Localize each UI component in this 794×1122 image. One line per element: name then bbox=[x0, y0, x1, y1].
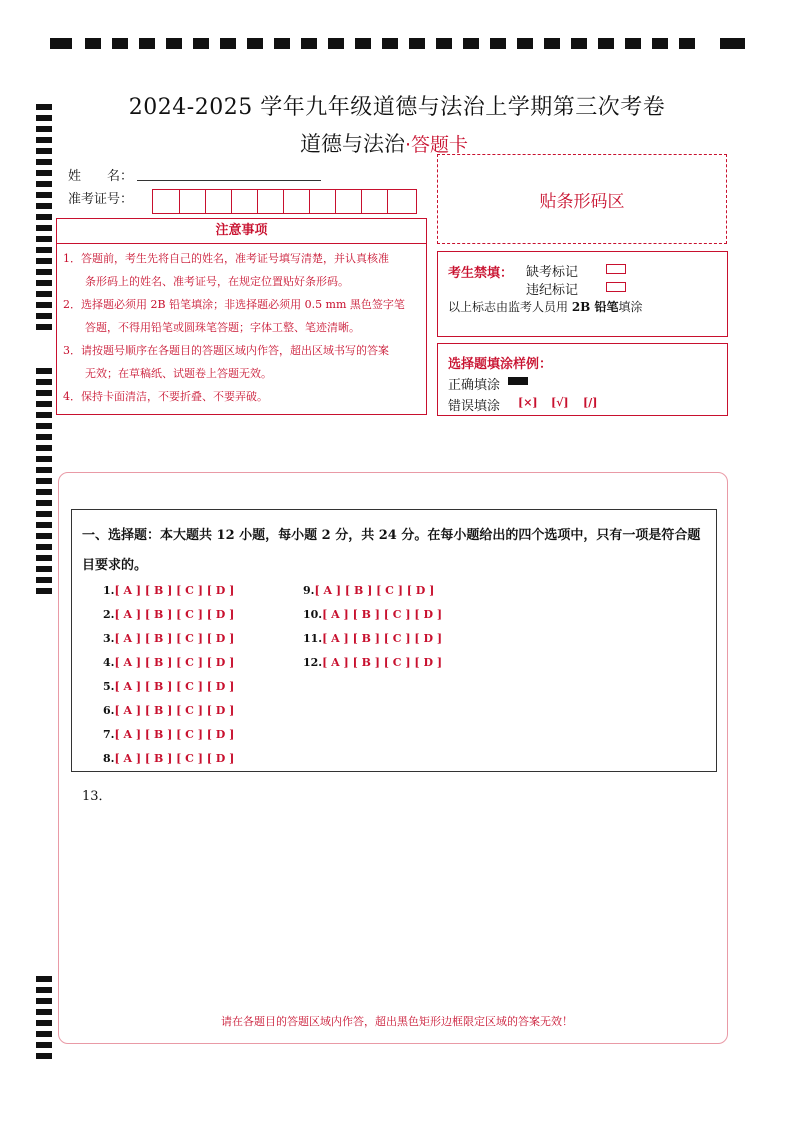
timing-mark bbox=[36, 976, 52, 982]
notice-item: 3．请按题号顺序在各题目的答题区域内作答，超出区域书写的答案 bbox=[63, 344, 389, 357]
question-2[interactable] bbox=[103, 608, 234, 621]
timing-mark bbox=[490, 38, 506, 49]
proctor-note-text: 以上标志由监考人员用 bbox=[448, 300, 572, 314]
timing-mark bbox=[36, 390, 52, 396]
id-cell-divider bbox=[309, 190, 310, 213]
question-number: 10. bbox=[303, 608, 323, 621]
timing-mark bbox=[36, 588, 52, 594]
timing-mark bbox=[598, 38, 614, 49]
timing-mark bbox=[36, 291, 52, 297]
timing-mark bbox=[36, 324, 52, 330]
timing-mark bbox=[220, 38, 236, 49]
timing-mark bbox=[36, 412, 52, 418]
proctor-note bbox=[448, 298, 643, 315]
timing-mark bbox=[36, 280, 52, 286]
question-12[interactable] bbox=[303, 656, 442, 669]
timing-mark bbox=[571, 38, 587, 49]
correct-fill-label: 正确填涂 bbox=[448, 378, 501, 393]
question-8[interactable] bbox=[103, 752, 234, 765]
timing-mark bbox=[720, 38, 745, 49]
violation-mark-box bbox=[606, 282, 626, 292]
timing-mark bbox=[36, 225, 52, 231]
timing-mark bbox=[517, 38, 533, 49]
answer-options[interactable]: [ A ] [ B ] [ C ] [ D ] bbox=[322, 656, 443, 669]
proctor-only-label: 考生禁填： bbox=[448, 266, 514, 281]
timing-mark bbox=[36, 577, 52, 583]
timing-mark bbox=[36, 489, 52, 495]
timing-mark bbox=[36, 500, 52, 506]
timing-mark bbox=[36, 434, 52, 440]
answer-card-label: ·答题卡 bbox=[405, 134, 469, 156]
question-3[interactable] bbox=[103, 632, 234, 645]
notice-item: 1．答题前，考生先将自己的姓名，准考证号填写清楚，并认真核准 bbox=[63, 252, 389, 265]
timing-mark bbox=[36, 159, 52, 165]
timing-mark bbox=[36, 533, 52, 539]
question-number: 5. bbox=[103, 680, 115, 693]
absent-mark-label: 缺考标记 bbox=[526, 265, 579, 280]
name-field[interactable] bbox=[137, 180, 321, 181]
subject-name: 道德与法治 bbox=[300, 132, 405, 156]
id-cell-divider bbox=[257, 190, 258, 213]
id-cell-divider bbox=[283, 190, 284, 213]
wrong-mark-slash: [/] bbox=[583, 396, 598, 409]
barcode-label: 贴条形码区 bbox=[539, 192, 625, 212]
timing-mark bbox=[36, 511, 52, 517]
question-6[interactable] bbox=[103, 704, 234, 717]
timing-mark bbox=[36, 1053, 52, 1059]
notice-box bbox=[56, 218, 427, 415]
timing-mark bbox=[36, 401, 52, 407]
timing-mark bbox=[679, 38, 695, 49]
timing-mark bbox=[193, 38, 209, 49]
timing-mark bbox=[36, 236, 52, 242]
timing-mark bbox=[50, 38, 72, 49]
answer-options[interactable]: [ A ] [ B ] [ C ] [ D ] bbox=[114, 728, 235, 741]
question-number: 11. bbox=[303, 632, 323, 645]
answer-options[interactable]: [ A ] [ B ] [ C ] [ D ] bbox=[114, 752, 235, 765]
question-7[interactable] bbox=[103, 728, 234, 741]
timing-mark bbox=[36, 313, 52, 319]
violation-mark-label: 违纪标记 bbox=[526, 283, 579, 298]
answer-options[interactable]: [ A ] [ B ] [ C ] [ D ] bbox=[322, 608, 443, 621]
timing-mark bbox=[36, 456, 52, 462]
question-number: 12. bbox=[303, 656, 323, 669]
proctor-note-end: 填涂 bbox=[618, 300, 643, 314]
timing-mark bbox=[544, 38, 560, 49]
absent-mark-box bbox=[606, 264, 626, 274]
question-number: 8. bbox=[103, 752, 115, 765]
question-number: 1. bbox=[103, 584, 115, 597]
question-number: 3. bbox=[103, 632, 115, 645]
mcq-heading: 一、选择题：本大题共 12 小题，每小题 2 分，共 24 分。在每小题给出的四个选项中，只有一项是符合题目要求的。 bbox=[82, 528, 701, 573]
timing-mark bbox=[36, 379, 52, 385]
id-cell-divider bbox=[231, 190, 232, 213]
footer-warning: 请在各题目的答题区域内作答，超出黑色矩形边框限定区域的答案无效！ bbox=[221, 1015, 573, 1028]
timing-mark bbox=[36, 522, 52, 528]
id-cell-divider bbox=[335, 190, 336, 213]
question-1[interactable] bbox=[103, 584, 234, 597]
timing-mark bbox=[36, 126, 52, 132]
timing-mark bbox=[36, 148, 52, 154]
question-number: 9. bbox=[303, 584, 315, 597]
notice-item: 答题，不得用铅笔或圆珠笔答题；字体工整、笔迹清晰。 bbox=[63, 321, 360, 334]
timing-mark bbox=[436, 38, 452, 49]
timing-mark bbox=[36, 269, 52, 275]
exam-id-boxes[interactable] bbox=[152, 189, 417, 214]
timing-mark bbox=[36, 1031, 52, 1037]
barcode-area bbox=[437, 154, 727, 244]
timing-mark bbox=[85, 38, 101, 49]
notice-item: 2．选择题必须用 2B 铅笔填涂；非选择题必须用 0.5 mm 黑色签字笔 bbox=[63, 298, 405, 311]
timing-mark bbox=[36, 192, 52, 198]
question-number: 4. bbox=[103, 656, 115, 669]
answer-options[interactable]: [ A ] [ B ] [ C ] [ D ] bbox=[114, 608, 235, 621]
timing-mark bbox=[36, 478, 52, 484]
timing-mark bbox=[36, 555, 52, 561]
exam-title: 2024-2025 学年九年级道德与法治上学期第三次考卷 bbox=[128, 95, 666, 120]
timing-mark bbox=[36, 423, 52, 429]
timing-mark bbox=[301, 38, 317, 49]
timing-mark bbox=[463, 38, 479, 49]
id-cell-divider bbox=[361, 190, 362, 213]
name-label: 姓 名： bbox=[68, 169, 134, 184]
wrong-mark-check: [√] bbox=[551, 396, 569, 409]
fill-example-title: 选择题填涂样例： bbox=[448, 357, 553, 372]
notice-item: 4．保持卡面清洁，不要折叠、不要弄破。 bbox=[63, 390, 268, 403]
question-9[interactable] bbox=[303, 584, 434, 597]
timing-mark bbox=[36, 203, 52, 209]
correct-fill-sample bbox=[508, 377, 528, 385]
timing-mark bbox=[625, 38, 641, 49]
timing-mark bbox=[36, 214, 52, 220]
question-number: 2. bbox=[103, 608, 115, 621]
answer-options[interactable]: [ A ] [ B ] [ C ] [ D ] bbox=[322, 632, 443, 645]
timing-mark bbox=[36, 368, 52, 374]
timing-mark bbox=[36, 1042, 52, 1048]
question-10[interactable] bbox=[303, 608, 442, 621]
timing-mark bbox=[36, 445, 52, 451]
timing-mark bbox=[409, 38, 425, 49]
notice-item: 条形码上的姓名、准考证号，在规定位置贴好条形码。 bbox=[63, 275, 349, 288]
timing-mark bbox=[36, 137, 52, 143]
wrong-mark-cross: [×] bbox=[518, 396, 538, 409]
notice-item: 无效；在草稿纸、试题卷上答题无效。 bbox=[63, 367, 272, 380]
question-number: 7. bbox=[103, 728, 115, 741]
timing-mark bbox=[36, 467, 52, 473]
id-cell-divider bbox=[179, 190, 180, 213]
id-cell-divider bbox=[387, 190, 388, 213]
timing-mark bbox=[274, 38, 290, 49]
timing-mark bbox=[36, 566, 52, 572]
timing-mark bbox=[166, 38, 182, 49]
proctor-only-box bbox=[437, 251, 728, 337]
question-4[interactable] bbox=[103, 656, 234, 669]
timing-mark bbox=[247, 38, 263, 49]
answer-options[interactable]: [ A ] [ B ] [ C ] [ D ] bbox=[114, 632, 235, 645]
timing-mark bbox=[355, 38, 371, 49]
timing-mark bbox=[36, 987, 52, 993]
answer-options[interactable]: [ A ] [ B ] [ C ] [ D ] bbox=[114, 680, 235, 693]
timing-mark bbox=[36, 247, 52, 253]
answer-options[interactable]: [ A ] [ B ] [ C ] [ D ] bbox=[114, 704, 235, 717]
timing-mark bbox=[139, 38, 155, 49]
wrong-fill-label: 错误填涂 bbox=[448, 399, 501, 414]
timing-mark bbox=[382, 38, 398, 49]
answer-options[interactable]: [ A ] [ B ] [ C ] [ D ] bbox=[314, 584, 435, 597]
question-5[interactable] bbox=[103, 680, 234, 693]
timing-mark bbox=[36, 181, 52, 187]
answer-options[interactable]: [ A ] [ B ] [ C ] [ D ] bbox=[114, 584, 235, 597]
id-cell-divider bbox=[205, 190, 206, 213]
answer-options[interactable]: [ A ] [ B ] [ C ] [ D ] bbox=[114, 656, 235, 669]
timing-mark bbox=[36, 258, 52, 264]
timing-mark bbox=[328, 38, 344, 49]
question-11[interactable] bbox=[303, 632, 442, 645]
fill-example-box bbox=[437, 343, 728, 416]
top-timing-marks bbox=[50, 38, 745, 52]
timing-mark bbox=[36, 302, 52, 308]
timing-mark bbox=[36, 170, 52, 176]
question-13-label: 13． bbox=[82, 789, 112, 804]
exam-id-label: 准考证号： bbox=[68, 192, 134, 207]
timing-mark bbox=[36, 998, 52, 1004]
question-13-answer-area[interactable] bbox=[80, 805, 700, 1005]
question-number: 6. bbox=[103, 704, 115, 717]
timing-mark bbox=[36, 544, 52, 550]
timing-mark bbox=[112, 38, 128, 49]
timing-mark bbox=[652, 38, 668, 49]
notice-heading: 注意事项 bbox=[57, 219, 426, 244]
proctor-note-pencil: 2B 铅笔 bbox=[571, 300, 619, 314]
